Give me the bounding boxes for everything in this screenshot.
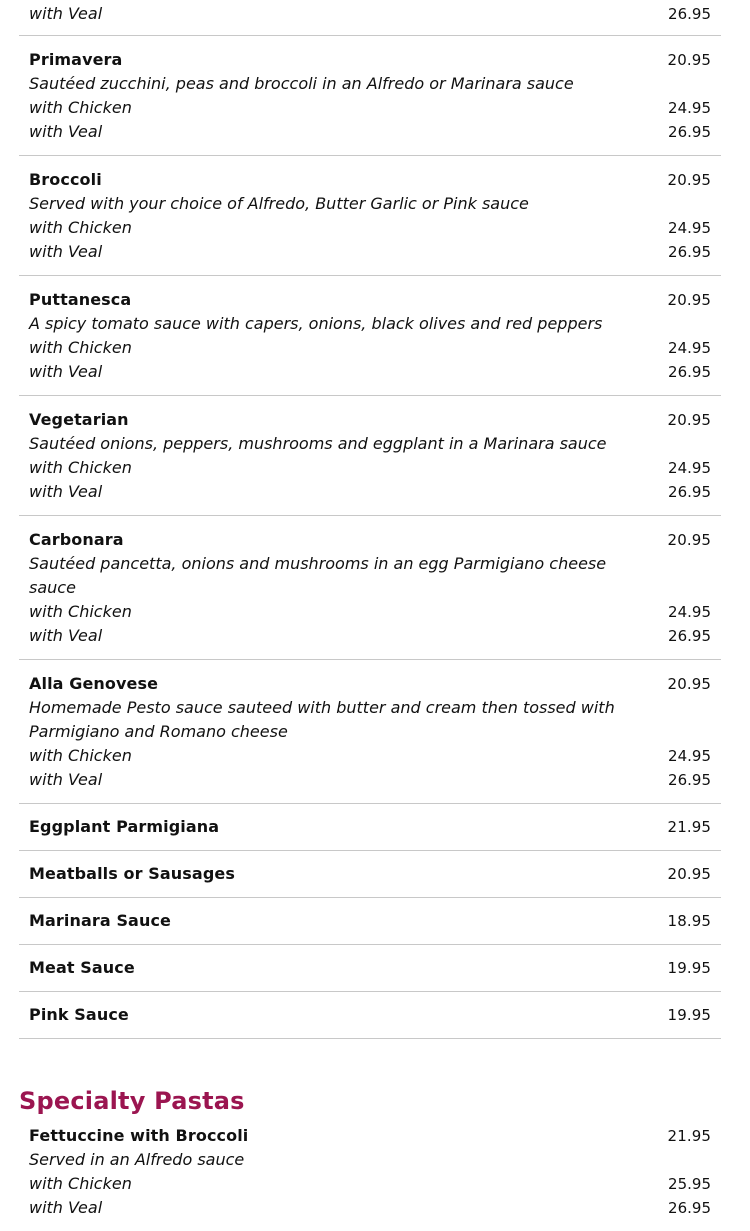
variant-label: with Chicken	[29, 746, 132, 765]
item-name: Primavera	[29, 50, 123, 69]
variant-chicken	[29, 1172, 711, 1196]
variant-price: 24.95	[668, 219, 711, 237]
item-description: Sautéed onions, peppers, mushrooms and eggplant in a Marinara sauce	[29, 434, 607, 453]
variant-chicken	[29, 216, 711, 240]
variant-label: with Chicken	[29, 338, 132, 357]
variant-chicken	[29, 336, 711, 360]
variant-label: with Chicken	[29, 1174, 132, 1193]
variant-price: 24.95	[668, 603, 711, 621]
variant-veal	[29, 768, 711, 792]
item-name-row	[29, 48, 711, 72]
variant-price: 24.95	[668, 459, 711, 477]
variant-price: 25.95	[668, 1175, 711, 1193]
variant-chicken	[29, 744, 711, 768]
variant-label: with Veal	[29, 770, 103, 789]
item-price: 20.95	[667, 51, 711, 69]
item-name: Marinara Sauce	[29, 911, 171, 930]
variant-veal	[29, 240, 711, 264]
item-name: Alla Genovese	[29, 674, 159, 693]
variant-label: with Veal	[29, 4, 103, 23]
item-price: 20.95	[667, 411, 711, 429]
item-price: 18.95	[667, 912, 711, 930]
menu-list	[19, 0, 721, 1231]
variant-price: 26.95	[668, 123, 711, 141]
item-name: Pink Sauce	[29, 1005, 129, 1024]
variant-label: with Veal	[29, 482, 103, 501]
variant-veal	[29, 120, 711, 144]
specialty-list	[19, 1122, 721, 1231]
variant-label: with Veal	[29, 1198, 103, 1217]
menu-item-pink-sauce	[19, 992, 721, 1039]
variant-chicken	[29, 456, 711, 480]
item-name: Puttanesca	[29, 290, 132, 309]
item-description: A spicy tomato sauce with capers, onions, black olives and red peppers	[29, 314, 603, 333]
variant-price: 24.95	[668, 747, 711, 765]
item-name-row	[29, 408, 711, 432]
item-price: 21.95	[667, 1127, 711, 1145]
item-name: Meatballs or Sausages	[29, 864, 235, 883]
item-price: 19.95	[667, 1006, 711, 1024]
variant-label: with Chicken	[29, 218, 132, 237]
variant-price: 26.95	[668, 1199, 711, 1217]
item-price: 20.95	[667, 171, 711, 189]
menu-item-meat-sauce	[19, 945, 721, 992]
menu-item-alla-genovese	[19, 660, 721, 804]
menu-item-fettuccine-with-broccoli	[19, 1122, 721, 1231]
item-description: Sautéed zucchini, peas and broccoli in an Alfredo or Marinara sauce	[29, 74, 574, 93]
item-name-row	[29, 288, 711, 312]
variant-veal	[29, 360, 711, 384]
item-price: 20.95	[667, 675, 711, 693]
item-description: Served in an Alfredo sauce	[29, 1150, 245, 1169]
variant-chicken	[29, 96, 711, 120]
item-name-row	[29, 528, 711, 552]
item-description: Sautéed pancetta, onions and mushrooms in an egg Parmigiano cheese sauce	[29, 554, 607, 597]
item-name-row	[29, 815, 711, 839]
variant-price: 24.95	[668, 99, 711, 117]
variant-price: 26.95	[668, 483, 711, 501]
variant-veal	[29, 1196, 711, 1220]
item-price: 20.95	[667, 291, 711, 309]
item-description: Homemade Pesto sauce sauteed with butter and cream then tossed with Parmigiano and Romano cheese	[29, 698, 615, 741]
item-name-row	[29, 1124, 711, 1148]
item-price: 20.95	[667, 865, 711, 883]
variant-price: 24.95	[668, 339, 711, 357]
variant-veal	[29, 480, 711, 504]
item-price: 20.95	[667, 531, 711, 549]
menu-item-carbonara	[19, 516, 721, 660]
item-name-row	[29, 956, 711, 980]
variant-price: 26.95	[668, 5, 711, 23]
variant-veal	[29, 624, 711, 648]
variant-veal	[29, 2, 711, 26]
variant-label: with Chicken	[29, 98, 132, 117]
variant-chicken	[29, 600, 711, 624]
menu-item-continuation	[19, 0, 721, 36]
variant-label: with Veal	[29, 626, 103, 645]
variant-label: with Veal	[29, 122, 103, 141]
item-name-row	[29, 909, 711, 933]
section-title-specialty-pastas: Specialty Pastas	[19, 1087, 245, 1115]
menu-item-vegetarian	[19, 396, 721, 516]
menu-item-eggplant-parmigiana	[19, 804, 721, 851]
variant-price: 26.95	[668, 627, 711, 645]
item-name-row	[29, 1003, 711, 1027]
menu-item-meatballs-or-sausages	[19, 851, 721, 898]
menu-item-puttanesca	[19, 276, 721, 396]
item-name-row	[29, 672, 711, 696]
item-name: Carbonara	[29, 530, 124, 549]
variant-label: with Chicken	[29, 602, 132, 621]
item-name: Meat Sauce	[29, 958, 135, 977]
item-name-row	[29, 168, 711, 192]
item-name: Eggplant Parmigiana	[29, 817, 220, 836]
item-name-row	[29, 862, 711, 886]
variant-price: 26.95	[668, 243, 711, 261]
menu-item-broccoli	[19, 156, 721, 276]
variant-label: with Chicken	[29, 458, 132, 477]
item-price: 21.95	[667, 818, 711, 836]
menu-item-primavera	[19, 36, 721, 156]
variant-label: with Veal	[29, 362, 103, 381]
variant-price: 26.95	[668, 363, 711, 381]
item-name: Vegetarian	[29, 410, 129, 429]
variant-label: with Veal	[29, 242, 103, 261]
menu-item-marinara-sauce	[19, 898, 721, 945]
item-price: 19.95	[667, 959, 711, 977]
item-description: Served with your choice of Alfredo, Butter Garlic or Pink sauce	[29, 194, 529, 213]
item-name: Broccoli	[29, 170, 102, 189]
item-name: Fettuccine with Broccoli	[29, 1126, 249, 1145]
variant-price: 26.95	[668, 771, 711, 789]
